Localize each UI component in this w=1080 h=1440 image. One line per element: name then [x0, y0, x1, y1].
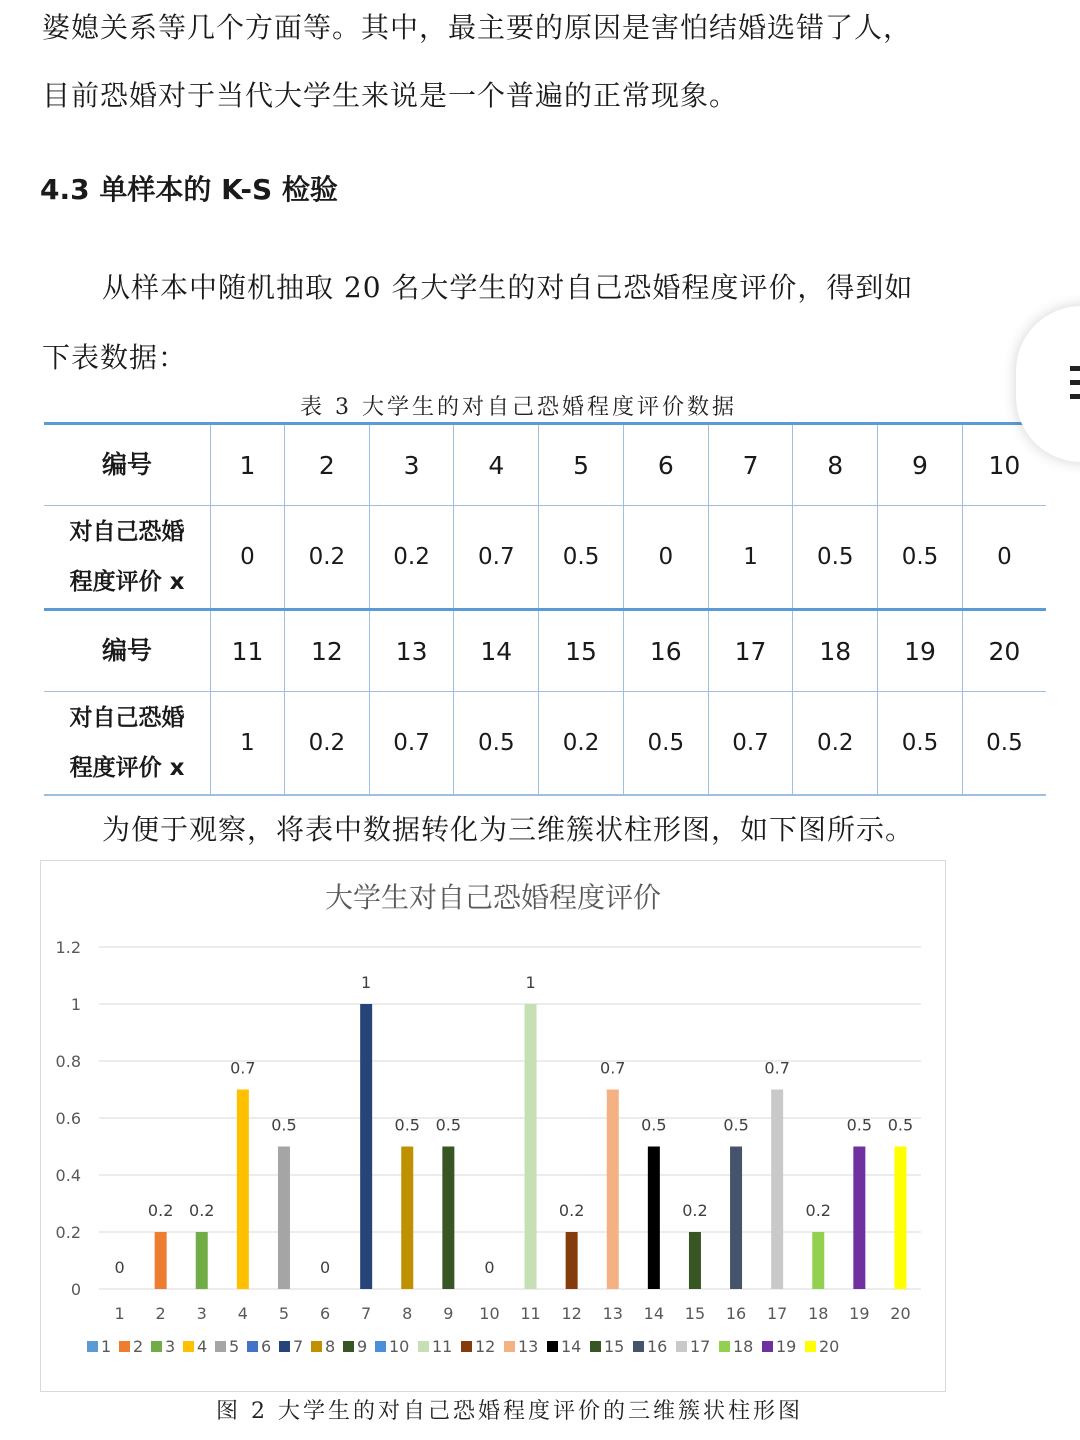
legend-label: 4: [197, 1337, 208, 1356]
section-heading: 4.3 单样本的 K-S 检验: [40, 173, 338, 206]
legend-label: 13: [518, 1337, 539, 1356]
bar: [525, 1004, 537, 1289]
bar: [812, 1232, 824, 1289]
data-label: 0: [114, 1258, 125, 1277]
score-header-line2: 程度评价 x: [69, 569, 185, 595]
table-cell-score: 0.5: [878, 506, 963, 610]
legend-label: 20: [819, 1337, 840, 1356]
table-cell-id: 18: [793, 610, 878, 692]
table-cell-score: 0.2: [793, 692, 878, 796]
data-label: 0.2: [805, 1201, 831, 1220]
table-cell-id: 14: [454, 610, 539, 692]
data-label: 0.5: [271, 1115, 297, 1135]
table-cell-score: 0.7: [369, 692, 454, 796]
x-tick-label: 3: [196, 1304, 207, 1323]
paragraph-line: 婆媳关系等几个方面等。其中，最主要的原因是害怕结婚选错了人，: [42, 11, 913, 44]
bar: [237, 1090, 249, 1290]
table-cell-id: 13: [369, 610, 454, 692]
x-tick-label: 2: [155, 1304, 166, 1323]
table-cell-id: 10: [962, 424, 1046, 506]
score-header-line2: 程度评价 x: [69, 755, 185, 781]
score-header: [44, 692, 211, 796]
legend-label: 2: [133, 1337, 144, 1356]
legend-label: 9: [357, 1337, 368, 1356]
bar: [689, 1232, 701, 1289]
bar: [401, 1147, 413, 1290]
bar: [360, 1004, 372, 1289]
legend-swatch: [504, 1341, 515, 1352]
legend-swatch: [375, 1341, 386, 1352]
y-tick-label: 0.8: [55, 1052, 81, 1071]
legend-swatch: [676, 1341, 687, 1352]
x-tick-label: 12: [561, 1304, 582, 1323]
table-cell-id: 9: [878, 424, 963, 506]
legend-label: 17: [690, 1337, 711, 1356]
table-cell-score: 0: [211, 506, 285, 610]
legend-label: 15: [604, 1337, 625, 1356]
paragraph-line: 为便于观察，将表中数据转化为三维簇状柱形图，如下图所示。: [102, 813, 915, 846]
data-label: 1: [525, 973, 536, 992]
table-row: [44, 424, 1046, 506]
data-label: 0.2: [147, 1201, 174, 1220]
id-header: 编号: [44, 424, 211, 506]
x-tick-label: 11: [520, 1304, 541, 1323]
y-tick-label: 0.2: [55, 1223, 81, 1242]
table-cell-id: 2: [284, 424, 369, 506]
legend-swatch: [151, 1341, 162, 1352]
chart-canvas: [41, 861, 945, 1391]
table-cell-score: 0.2: [539, 692, 624, 796]
legend-swatch: [343, 1341, 354, 1352]
legend-swatch: [87, 1341, 98, 1352]
table-cell-id: 17: [708, 610, 793, 692]
legend-swatch: [215, 1341, 226, 1352]
table-cell-score: 0.2: [284, 506, 369, 610]
x-tick-label: 5: [278, 1304, 290, 1323]
bar: [607, 1090, 619, 1290]
paragraph-line: 下表数据：: [42, 341, 188, 374]
legend-label: 14: [561, 1337, 582, 1356]
table-cell-id: 7: [708, 424, 793, 506]
table-cell-score: 0.7: [454, 506, 539, 610]
data-label: 0.2: [682, 1201, 708, 1220]
legend-label: 6: [261, 1337, 272, 1356]
table-row: [44, 506, 1046, 610]
y-tick-label: 0.6: [55, 1109, 81, 1128]
data-label: 0.5: [394, 1115, 420, 1135]
x-tick-label: 13: [602, 1304, 623, 1323]
legend-swatch: [805, 1341, 816, 1352]
bar: [278, 1147, 290, 1290]
x-tick-label: 19: [849, 1304, 870, 1323]
y-tick-label: 1: [70, 995, 81, 1014]
y-tick-label: 0.4: [55, 1166, 81, 1185]
legend-swatch: [183, 1341, 194, 1352]
figure-caption: 图 2 大学生的对自己恐婚程度评价的三维簇状柱形图: [216, 1399, 803, 1424]
x-tick-label: 16: [725, 1304, 747, 1323]
table-cell-score: 1: [211, 692, 285, 796]
table-cell-id: 8: [793, 424, 878, 506]
table-cell-id: 11: [211, 610, 285, 692]
table-cell-score: 0.5: [878, 692, 963, 796]
legend-swatch: [461, 1341, 472, 1352]
table-cell-id: 12: [284, 610, 369, 692]
legend-label: 8: [325, 1337, 336, 1356]
paragraph-line: 目前恐婚对于当代大学生来说是一个普遍的正常现象。: [42, 79, 739, 112]
table-cell-score: 0.5: [623, 692, 708, 796]
chart-title: 大学生对自己恐婚程度评价: [324, 881, 662, 914]
bar: [648, 1147, 660, 1290]
data-label: 0: [484, 1258, 495, 1277]
data-label: 0.5: [887, 1115, 914, 1135]
table-cell-score: 0.7: [708, 692, 793, 796]
table-cell-id: 3: [369, 424, 454, 506]
x-tick-label: 18: [808, 1304, 829, 1323]
bar: [771, 1090, 783, 1290]
legend-swatch: [119, 1341, 130, 1352]
legend-label: 3: [165, 1337, 176, 1356]
legend-swatch: [590, 1341, 601, 1352]
x-tick-label: 9: [443, 1304, 454, 1323]
table-row: [44, 692, 1046, 796]
table-cell-id: 1: [211, 424, 285, 506]
x-tick-label: 6: [319, 1304, 331, 1323]
data-table: [44, 422, 1046, 796]
legend-label: 7: [293, 1337, 304, 1356]
table-cell-score: 0.5: [539, 506, 624, 610]
data-label: 0.5: [723, 1115, 749, 1135]
data-label: 0.2: [558, 1201, 585, 1220]
x-tick-label: 1: [114, 1304, 125, 1323]
legend-swatch: [279, 1341, 290, 1352]
table-cell-id: 16: [623, 610, 708, 692]
table-cell-id: 6: [623, 424, 708, 506]
data-label: 0.7: [764, 1058, 790, 1078]
data-label: 0.2: [189, 1201, 215, 1220]
x-tick-label: 8: [402, 1304, 413, 1323]
legend-swatch: [762, 1341, 773, 1352]
bar: [155, 1232, 167, 1289]
data-label: 0.5: [435, 1115, 462, 1135]
data-label: 0: [319, 1258, 331, 1277]
legend-swatch: [633, 1341, 644, 1352]
bar: [566, 1232, 578, 1289]
legend-swatch: [311, 1341, 322, 1352]
table-cell-id: 4: [454, 424, 539, 506]
bar: [853, 1147, 865, 1290]
legend-swatch: [247, 1341, 258, 1352]
legend-label: 19: [776, 1337, 797, 1356]
data-label: 1: [361, 973, 372, 992]
legend-label: 18: [733, 1337, 754, 1356]
x-tick-label: 14: [643, 1304, 665, 1323]
data-label: 0.7: [600, 1058, 626, 1078]
data-label: 0.5: [641, 1115, 667, 1135]
table-cell-score: 0.5: [454, 692, 539, 796]
bar: [894, 1147, 906, 1290]
legend-label: 16: [647, 1337, 668, 1356]
legend-label: 10: [389, 1337, 410, 1356]
data-label: 0.5: [846, 1115, 873, 1135]
table-cell-score: 0: [623, 506, 708, 610]
legend-swatch: [418, 1341, 429, 1352]
legend-swatch: [719, 1341, 730, 1352]
x-tick-label: 20: [890, 1304, 911, 1323]
x-tick-label: 15: [684, 1304, 706, 1323]
x-tick-label: 4: [237, 1304, 248, 1323]
menu-icon: [1070, 366, 1080, 408]
table-cell-score: 0.2: [369, 506, 454, 610]
table-cell-score: 0.2: [284, 692, 369, 796]
x-tick-label: 10: [479, 1304, 500, 1323]
table-cell-score: 0.5: [962, 692, 1046, 796]
legend-swatch: [547, 1341, 558, 1352]
legend-label: 1: [101, 1337, 112, 1356]
table-cell-id: 15: [539, 610, 624, 692]
x-tick-label: 17: [766, 1304, 788, 1323]
bar-chart: [40, 860, 946, 1392]
legend-label: 12: [475, 1337, 496, 1356]
y-tick-label: 0: [70, 1280, 81, 1299]
paragraph-line: 从样本中随机抽取 20 名大学生的对自己恐婚程度评价，得到如: [102, 271, 914, 304]
table-cell-id: 20: [962, 610, 1046, 692]
table-cell-id: 5: [539, 424, 624, 506]
score-header-line1: 对自己恐婚: [69, 519, 185, 545]
legend-label: 11: [432, 1337, 453, 1356]
score-header: [44, 506, 211, 610]
bar: [730, 1147, 742, 1290]
table-cell-score: 0: [962, 506, 1046, 610]
table-cell-id: 19: [878, 610, 963, 692]
bar: [196, 1232, 208, 1289]
x-tick-label: 7: [361, 1304, 372, 1323]
table-caption: 表 3 大学生的对自己恐婚程度评价数据: [300, 395, 737, 420]
y-tick-label: 1.2: [55, 938, 81, 957]
bar: [442, 1147, 454, 1290]
table-row: [44, 610, 1046, 692]
table-cell-score: 1: [708, 506, 793, 610]
score-header-line1: 对自己恐婚: [69, 705, 185, 731]
id-header: 编号: [44, 610, 211, 692]
data-label: 0.7: [230, 1058, 256, 1078]
legend-label: 5: [229, 1337, 240, 1356]
table-cell-score: 0.5: [793, 506, 878, 610]
